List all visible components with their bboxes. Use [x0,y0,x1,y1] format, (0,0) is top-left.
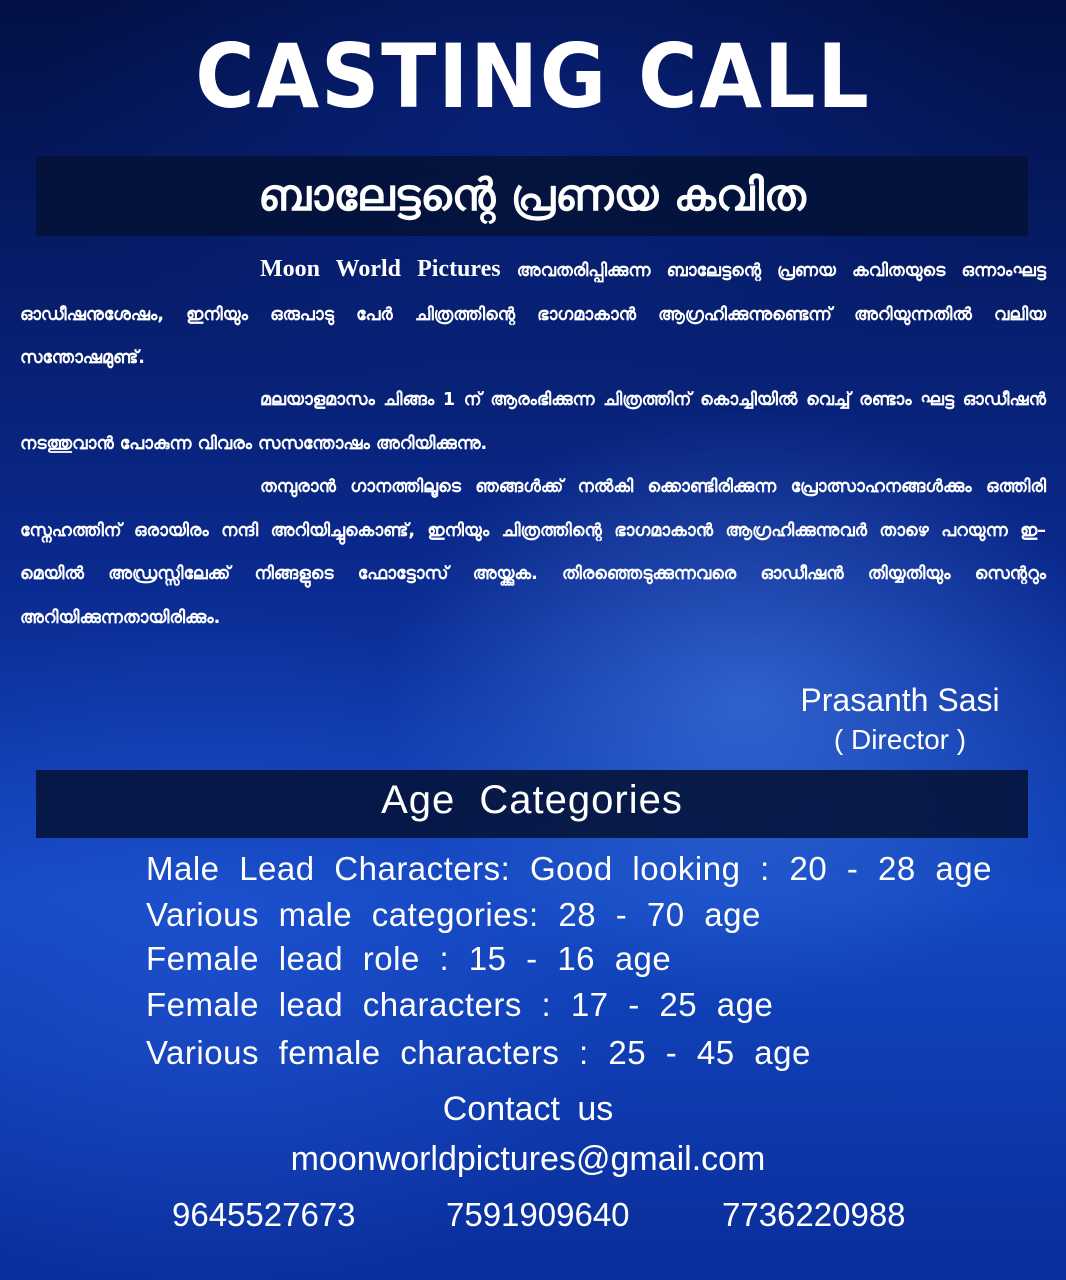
director-role: ( Director ) [833,724,967,755]
intro-paragraph-3 [20,466,1046,640]
age-categories-heading: Age Categories [381,778,683,822]
intro-paragraph-2-text: മലയാളമാസം ചിങ്ങം 1 ന് ആരംഭിക്കുന്ന ചിത്രത്തിന് കൊച്ചിയിൽ വെച്ച് രണ്ടാം ഘട്ട ഓഡീഷൻ നടത്തുവാൻ പോകുന്ന വിവരം സസന്തോഷം അറിയിക്കുന്നു. [20,390,1046,454]
intro-paragraph-1 [20,248,1046,381]
intro-paragraph-2 [20,379,1046,466]
age-category-item: Male Lead Characters: Good looking : 20 - 28 age [146,850,992,887]
film-title: ബാലേട്ടന്റെ പ്രണയ കവിത [258,170,806,221]
contact-phone[interactable]: 7736220988 [722,1196,906,1233]
contact-heading: Contact us [442,1090,614,1128]
director-name: Prasanth Sasi [800,682,1000,718]
age-category-item: Female lead role : 15 - 16 age [146,940,672,977]
intro-paragraph-3-text: തമ്പുരാൻ ഗാനത്തിലൂടെ ഞങ്ങൾക്ക് നൽകി ക്കൊണ്ടിരിക്കുന്ന പ്രോത്സാഹനങ്ങൾക്കും ഒത്തിരി സ്നേഹത്തിന് ഒരായിരം നന്ദി അറിയിച്ചുകൊണ്ട്, ഇനിയും ചിത്രത്തിന്റെ ഭാഗമാകാൻ ആഗ്രഹിക്കുന്നുവർ താഴെ പറയുന്ന ഇ–മെയിൽ അഡ്രസ്സിലേക്ക് നിങ്ങളുടെ ഫോട്ടോസ് അയ്ക്കുക. തിരഞ്ഞെടുക്കുന്നവരെ ഓഡീഷൻ തിയ്യതിയും സെന്ററും അറിയിക്കുന്നതായിരിക്കും. [20,477,1046,628]
contact-phone[interactable]: 9645527673 [172,1196,356,1233]
company-name: Moon World Pictures [260,256,501,282]
contact-email[interactable]: moonworldpictures@gmail.com [290,1140,766,1178]
poster-title: CASTING CALL [195,25,871,128]
age-category-item: Female lead characters : 17 - 25 age [146,986,774,1023]
age-category-item: Various female characters : 25 - 45 age [146,1034,811,1071]
age-category-item: Various male categories: 28 - 70 age [146,896,761,933]
contact-phone[interactable]: 7591909640 [446,1196,630,1233]
intro-paragraph-1-text: അവതരിപ്പിക്കുന്ന ബാലേട്ടന്റെ പ്രണയ കവിതയുടെ ഒന്നാംഘട്ട ഓഡീഷനുശേഷം, ഇനിയും ഒരുപാടു പേർ ചിത്രത്തിന്റെ ഭാഗമാകാൻ ആഗ്രഹിക്കുന്നുണ്ടെന്ന് അറിയുന്നതിൽ വലിയ സന്തോഷമുണ്ട്. [20,261,1046,368]
